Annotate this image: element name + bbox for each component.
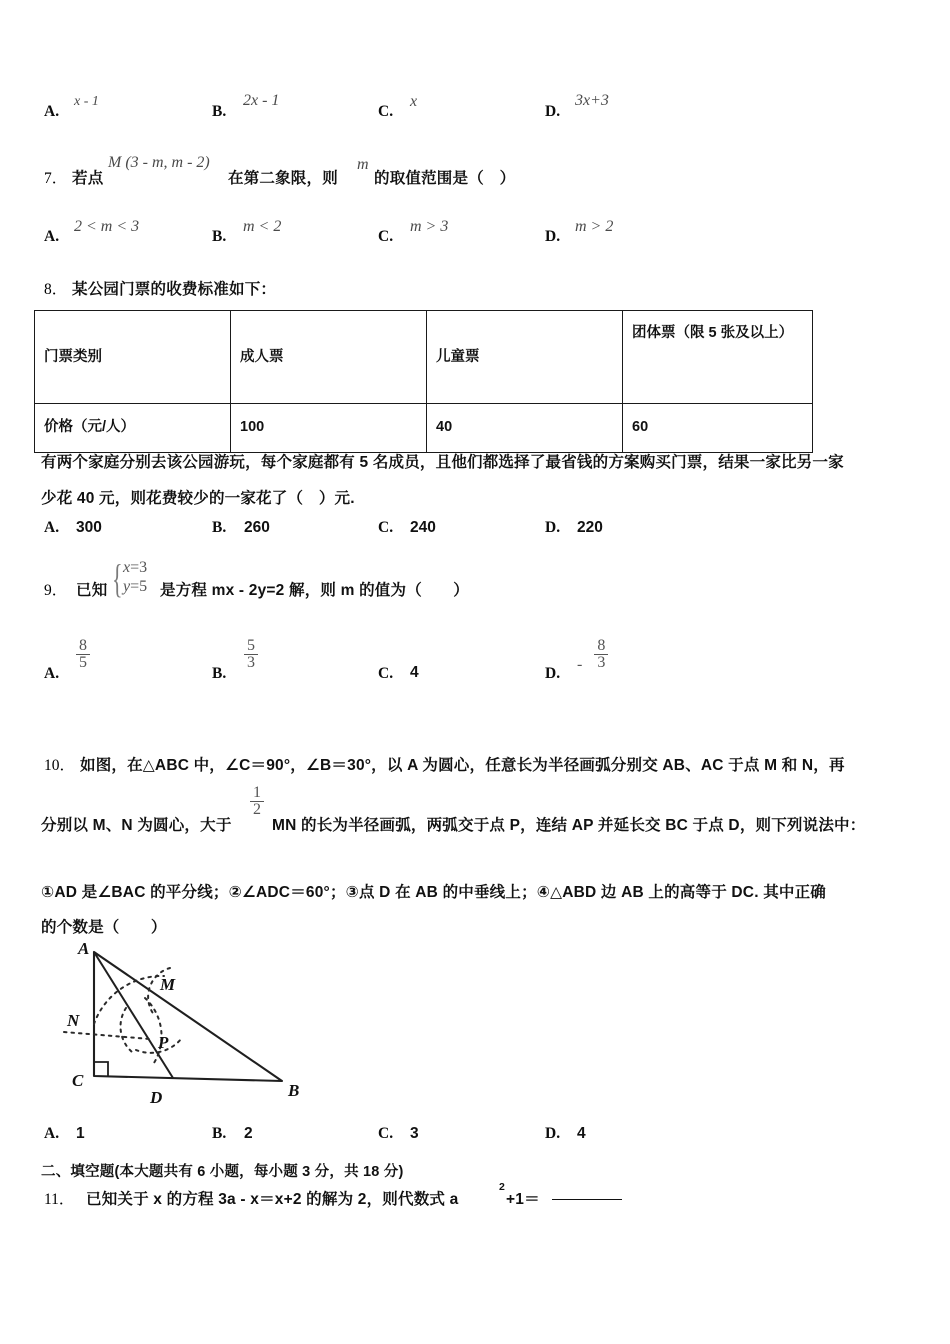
q6-option-c-label: C. [378, 103, 394, 120]
section-2-heading: 二、填空题(本大题共有 6 小题，每小题 3 分，共 18 分) [41, 1164, 404, 1180]
arc-from-n [121, 1008, 132, 1052]
minus-sign: - [577, 656, 583, 674]
q6-option-a-label: A. [44, 103, 60, 120]
q10-option-a-label: A. [44, 1125, 60, 1142]
q11-text-b: +1＝ [506, 1191, 540, 1208]
table-header-group: 团体票（限 5 张及以上） [623, 311, 813, 404]
figure-label-n: N [67, 1011, 80, 1030]
fraction-8-3: $\frac{8}{3}$ [594, 638, 608, 672]
q10-line-3: ①AD 是∠BAC 的平分线；②∠ADC＝60°；③点 D 在 AB 的中垂线上；④△ABD 边 AB 上的高等于 DC. 其中正确 [41, 884, 827, 901]
q7-option-c-value: m > 3 [410, 218, 449, 235]
q10-half-fraction [250, 786, 264, 820]
q10-option-c-value: 3 [410, 1125, 419, 1142]
figure-label-b: B [288, 1081, 300, 1100]
q8-number: 8． [44, 281, 68, 298]
q7-number: 7． [44, 170, 68, 187]
q9-number: 9． [44, 582, 68, 599]
ticket-price-table [34, 310, 813, 453]
q10-option-d-value: 4 [577, 1125, 586, 1142]
q10-line-4: 的个数是（ ） [41, 919, 167, 936]
q7-variable: m [357, 156, 369, 173]
system-equation-2: y=5 [123, 578, 148, 595]
blank-underline [552, 1187, 622, 1200]
q6-option-a-value: x - 1 [74, 94, 99, 109]
q8-option-a-label: A. [44, 519, 60, 536]
fraction-8-5: $\frac{8}{5}$ [76, 638, 90, 672]
q9-stem-after: 是方程 mx - 2y=2 解，则 m 的值为（ ） [160, 582, 469, 599]
q10-option-c-label: C. [378, 1125, 394, 1142]
q8-option-b-label: B. [212, 519, 227, 536]
q7-option-d-label: D. [545, 228, 561, 245]
q7-option-d-value: m > 2 [575, 218, 614, 235]
q6-option-d-label: D. [545, 103, 561, 120]
q10-option-b-label: B. [212, 1125, 227, 1142]
q10-option-a-value: 1 [76, 1125, 85, 1142]
q6-option-b-value: 2x - 1 [243, 92, 280, 109]
q8-option-a-value: 300 [76, 519, 102, 536]
q7-option-a-value: 2 < m < 3 [74, 218, 140, 235]
q10-number: 10． [44, 757, 76, 774]
q11-answer-blank[interactable] [552, 1187, 622, 1205]
system-equation-1: x=3 [123, 559, 148, 576]
arc-centered-a [94, 976, 164, 1024]
q10-option-d-label: D. [545, 1125, 561, 1142]
triangle-construction-svg [42, 938, 332, 1128]
table-cell-group-price: 60 [623, 404, 813, 453]
q9-option-d-label: D. [545, 665, 561, 682]
q7-stem-middle: 在第二象限，则 [228, 170, 338, 187]
table-cell-child-price: 40 [427, 404, 623, 453]
right-angle-mark [94, 1062, 108, 1076]
q9-option-d-value [577, 639, 608, 673]
q9-option-c-value: 4 [410, 664, 419, 681]
table-header-category: 门票类别 [35, 311, 231, 404]
q7-option-a-label: A. [44, 228, 60, 245]
dotted-ray-n [64, 1032, 150, 1039]
q9-option-b-value [244, 639, 258, 673]
q9-option-a-value [76, 639, 90, 673]
geometry-figure-triangle-abc [42, 938, 332, 1128]
q10-line-2-part-b: MN 的长为半径画弧，两弧交于点 P，连结 AP 并延长交 BC 于点 D，则下列说法中： [272, 817, 866, 834]
figure-label-m: M [160, 975, 176, 994]
q7-option-b-label: B. [212, 228, 227, 245]
q8-option-c-label: C. [378, 519, 394, 536]
q9-stem-before: 已知 [76, 582, 108, 599]
q7-stem-before: 若点 [72, 170, 104, 187]
q9-option-c-label: C. [378, 665, 394, 682]
table-row-header [35, 311, 813, 404]
q7-option-b-value: m < 2 [243, 218, 282, 235]
q8-option-d-value: 220 [577, 519, 603, 536]
q6-option-d-value: 3x+3 [575, 92, 609, 109]
table-cell-adult-price: 100 [231, 404, 427, 453]
system-brace: { [112, 556, 123, 601]
q8-body-line-1: 有两个家庭分别去该公园游玩，每个家庭都有 5 名成员，且他们都选择了最省钱的方案购买门票，结果一家比另一家 [41, 454, 844, 471]
system-equations [123, 558, 147, 596]
q7-stem-after: 的取值范围是（ ） [374, 170, 516, 187]
q11-number: 11． [44, 1191, 75, 1208]
fraction-5-3: $\frac{5}{3}$ [244, 638, 258, 672]
q8-option-d-label: D. [545, 519, 561, 536]
table-row-price [35, 404, 813, 453]
figure-label-a: A [78, 939, 90, 958]
figure-label-d: D [150, 1088, 163, 1107]
q9-option-a-label: A. [44, 665, 60, 682]
q8-option-b-value: 260 [244, 519, 270, 536]
table-header-child: 儿童票 [427, 311, 623, 404]
q8-option-c-value: 240 [410, 519, 436, 536]
q9-option-b-label: B. [212, 665, 227, 682]
line-ad [94, 952, 173, 1078]
q7-point-expression: M (3 - m, m - 2) [108, 154, 210, 171]
q6-option-c-value: x [410, 93, 418, 110]
q10-line-2-part-a: 分别以 M、N 为圆心，大于 [41, 817, 232, 834]
q7-option-c-label: C. [378, 228, 394, 245]
q6-option-b-label: B. [212, 103, 227, 120]
figure-label-c: C [72, 1071, 84, 1090]
q11-text-a: 已知关于 x 的方程 3a - x＝x+2 的解为 2，则代数式 a [86, 1191, 459, 1208]
q10-line-1: 如图，在△ABC 中，∠C＝90°，∠B＝30°，以 A 为圆心，任意长为半径画弧分别交 AB、AC 于点 M 和 N，再 [80, 757, 845, 774]
table-header-adult: 成人票 [231, 311, 427, 404]
q10-option-b-value: 2 [244, 1125, 253, 1142]
table-cell-row-label: 价格（元/人） [35, 404, 231, 453]
q8-body-line-2: 少花 40 元，则花费较少的一家花了（ ）元. [41, 490, 355, 507]
figure-label-p: P [158, 1033, 169, 1052]
q11-exponent: 2 [499, 1181, 506, 1193]
q8-stem: 某公园门票的收费标准如下： [72, 281, 277, 298]
fraction-1-2: $\frac{1}{2}$ [250, 785, 264, 819]
